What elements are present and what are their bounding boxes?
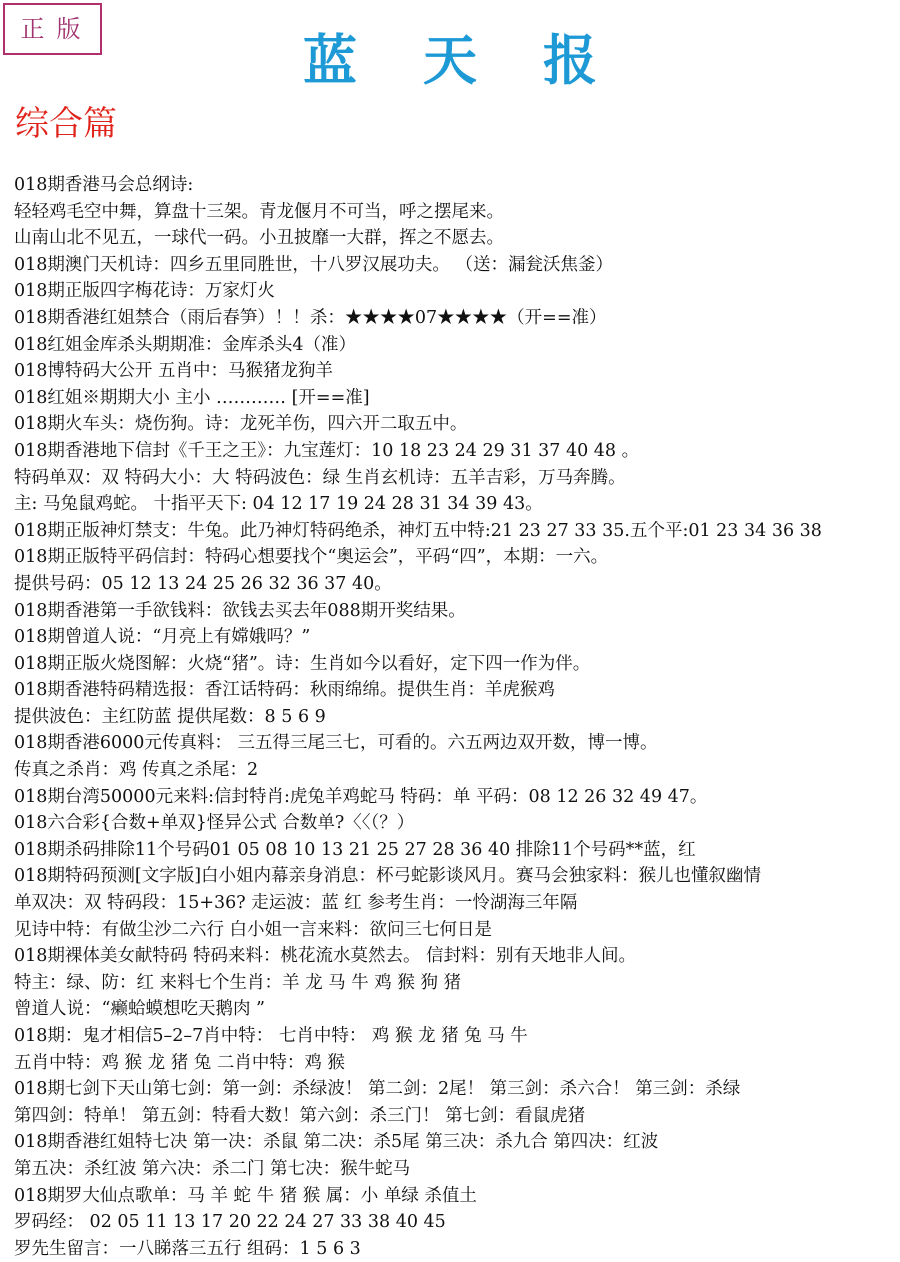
text-line: 罗先生留言：一八睇落三五行 组码：1 5 6 3 — [14, 1238, 361, 1259]
text-line: 018期香港第一手欲钱料：欲钱去买去年088期开奖结果。 — [14, 600, 466, 621]
text-line: 018期曾道人说：“月亮上有嫦娥吗？” — [14, 627, 311, 648]
text-line: 018六合彩{合数+单双}怪异公式 合数单?〈〈（？） — [14, 813, 415, 834]
text-line: 018博特码大公开 五肖中：马猴猪龙狗羊 — [14, 361, 333, 382]
text-line: 曾道人说：“癞蛤蟆想吃天鹅肉 ” — [14, 999, 265, 1020]
text-line: 018期杀码排除11个号码01 05 08 10 13 21 25 27 28 36 40 排除11个号码**蓝，红 — [14, 839, 696, 860]
text-line: 特主：绿、防：红 来料七个生肖：羊 龙 马 牛 鸡 猴 狗 猪 — [14, 972, 462, 993]
text-line: 018期澳门天机诗：四乡五里同胜世，十八罗汉展功夫。 （送：漏瓮沃焦釜） — [14, 254, 613, 275]
text-line: 018期正版火烧图解：火烧“猪”。诗：生肖如今以看好，定下四一作为伴。 — [14, 653, 591, 674]
text-line: 单双决：双 特码段：15+36? 走运波：蓝 红 参考生肖：一怜湖海三年隔 — [14, 893, 578, 914]
text-line: 018期罗大仙点歌单：马 羊 蛇 牛 猪 猴 属：小 单绿 杀值土 — [14, 1185, 477, 1206]
text-line: 018期香港红姐特七决 第一决：杀鼠 第二决：杀5尾 第三决：杀九合 第四决：红波 — [14, 1132, 659, 1153]
text-line: 第五决：杀红波 第六决：杀二门 第七决：猴牛蛇马 — [14, 1158, 411, 1179]
text-line: 见诗中特：有做尘沙二六行 白小姐一言来料：欲问三七何日是 — [14, 919, 493, 940]
text-line: 第四剑：特单！ 第五剑：特看大数！第六剑：杀三门！ 第七剑：看鼠虎猪 — [14, 1105, 586, 1126]
text-line: 五肖中特：鸡 猴 龙 猪 兔 二肖中特：鸡 猴 — [14, 1052, 345, 1073]
text-line: 018期：鬼才相信5–2–7肖中特： 七肖中特： 鸡 猴 龙 猪 兔 马 牛 — [14, 1026, 528, 1046]
article-lines — [14, 172, 898, 1262]
text-line: 提供号码：05 12 13 24 25 26 32 36 37 40。 — [14, 573, 392, 594]
section-title: 综合篇 — [15, 104, 117, 144]
text-line: 018期香港马会总纲诗: — [14, 175, 194, 195]
text-line: 018期香港红姐禁合（雨后春笋）！！杀：★★★★07★★★★（开==准） — [14, 307, 607, 328]
text-line: 018期正版特平码信封：特码心想要找个“奥运会”，平码“四”，本期：一六。 — [14, 547, 609, 568]
text-line: 018红姐金库杀头期期准：金库杀头4（准） — [14, 334, 357, 355]
text-line: 018期香港特码精选报：香江话特码：秋雨绵绵。提供生肖：羊虎猴鸡 — [14, 680, 555, 701]
newspaper-masthead: 蓝天报 — [303, 28, 663, 92]
text-line: 山南山北不见五，一球代一码。小丑披靡一大群，挥之不愿去。 — [14, 228, 504, 249]
text-line: 提供波色：主红防蓝 提供尾数：8 5 6 9 — [14, 706, 326, 727]
text-line: 主: 马兔鼠鸡蛇。 十指平天下: 04 12 17 19 24 28 31 34 39 43。 — [14, 494, 543, 515]
text-line: 018期正版神灯禁支：牛兔。此乃神灯特码绝杀，神灯五中特:21 23 27 33 35.五个平:01 23 34 36 38 — [14, 520, 822, 541]
text-line: 018期正版四字梅花诗：万家灯火 — [14, 281, 275, 302]
text-line: 018期特码预测[文字版]白小姐内幕亲身消息：杯弓蛇影谈风月。赛马会独家料：猴儿也懂叙幽情 — [14, 866, 762, 887]
text-line: 018期香港地下信封《千王之王》：九宝莲灯：10 18 23 24 29 31 37 40 48 。 — [14, 440, 640, 461]
text-line: 018期台湾50000元来料:信封特肖:虎兔羊鸡蛇马 特码：单 平码：08 12 26 32 49 47。 — [14, 786, 708, 807]
text-line: 特码单双：双 特码大小：大 特码波色：绿 生肖玄机诗：五羊吉彩，万马奔腾。 — [14, 467, 626, 488]
text-line: 018期七剑下天山第七剑：第一剑：杀绿波！ 第二剑：2尾！ 第三剑：杀六合！ 第三剑：杀绿 — [14, 1079, 741, 1100]
text-line: 018期裸体美女献特码 特码来料：桃花流水莫然去。 信封料：别有天地非人间。 — [14, 946, 637, 967]
text-line: 轻轻鸡毛空中舞，算盘十三架。青龙偃月不可当，呼之摆尾来。 — [14, 201, 504, 222]
authentic-edition-stamp: 正版 — [3, 3, 102, 55]
text-line: 罗码经： 02 05 11 13 17 20 22 24 27 33 38 40 45 — [14, 1212, 446, 1233]
text-line: 传真之杀肖：鸡 传真之杀尾：2 — [14, 760, 259, 781]
text-line: 018期香港6000元传真料： 三五得三尾三七，可看的。六五两边双开数，博一博。 — [14, 733, 658, 754]
text-line: 018红姐※期期大小 主小 ………… [开==准] — [14, 387, 370, 408]
text-line: 018期火车头：烧伤狗。诗：龙死羊伤，四六开二取五中。 — [14, 414, 468, 435]
